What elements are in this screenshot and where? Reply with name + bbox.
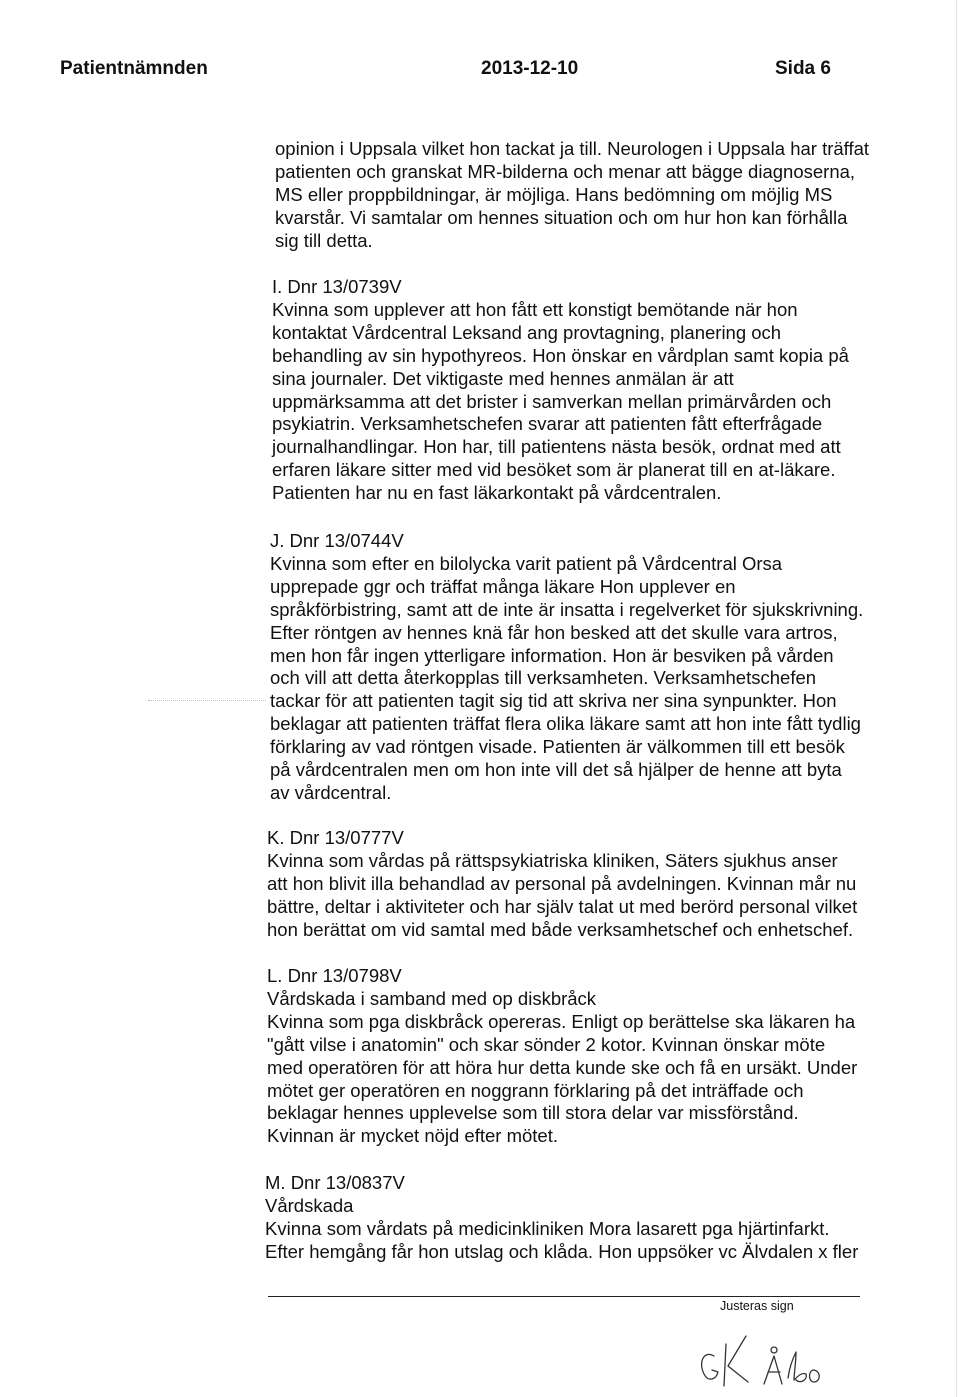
text-line: Patienten har nu en fast läkarkontakt på vårdcentralen. <box>272 482 722 504</box>
text-line: journalhandlingar. Hon har, till patientens nästa besök, ordnat med att <box>272 436 841 458</box>
text-line: patienten och granskat MR-bilderna och menar att bägge diagnoserna, <box>275 160 856 182</box>
text-line: Kvinna som vårdas på rättspsykiatriska kliniken, Säters sjukhus anser <box>267 849 838 871</box>
text-line: beklagar att patienten träffat flera olika läkare samt att hon inte fått tydlig <box>270 713 861 735</box>
text-line: av vårdcentral. <box>270 781 392 803</box>
text-line: kvarstår. Vi samtalar om hennes situation och om hur hon kan förhålla <box>275 206 848 228</box>
text-line: sig till detta. <box>275 229 373 251</box>
footer-rule <box>268 1296 860 1297</box>
text-line: sina journaler. Det viktigaste med hennes anmälan är att <box>272 367 734 389</box>
text-line: beklagar hennes upplevelse som till stora delar var missförstånd. <box>267 1102 799 1124</box>
header-page-number: Sida 6 <box>775 58 831 79</box>
text-line: men hon får ingen ytterligare information. Hon är besviken på vården <box>270 644 834 666</box>
scan-artifact-line <box>148 700 266 701</box>
text-line: erfaren läkare sitter med vid besöket som är planerat till en at-läkare. <box>272 459 836 481</box>
text-line: K. Dnr 13/0777V <box>267 827 404 848</box>
scan-margin-line <box>956 0 957 1397</box>
text-line: upprepade ggr och träffat många läkare Hon upplever en <box>270 575 736 597</box>
text-line: "gått vilse i anatomin" och skar sönder 2 kotor. Kvinnan önskar möte <box>267 1033 826 1055</box>
text-line: med operatören för att höra hur detta kunde ske och få en ursäkt. Under <box>267 1056 858 1078</box>
text-line: och vill att detta återkopplas till verksamheten. Verksamhetschefen <box>270 667 817 689</box>
text-line: psykiatrin. Verksamhetschefen svarar att patienten fått efterfrågade <box>272 413 823 435</box>
text-line: tackar för att patienten tagit sig tid att skriva ner sina synpunkter. Hon <box>270 690 837 712</box>
text-line: mötet ger operatören en noggrann förklaring på det inträffade och <box>267 1079 804 1101</box>
text-line: L. Dnr 13/0798V <box>267 965 402 986</box>
text-line: att hon blivit illa behandlad av personal på avdelningen. Kvinnan mår nu <box>267 872 857 894</box>
text-line: språkförbistring, samt att de inte är insatta i regelverket för sjukskrivning. <box>270 598 864 620</box>
paragraph-continuation <box>275 138 869 253</box>
text-line: Efter röntgen av hennes knä får hon besked att det skulle vara artros, <box>270 621 838 643</box>
case-j <box>270 530 863 805</box>
text-line: behandling av sin hypothyreos. Hon önskar en vårdplan samt kopia på <box>272 344 849 366</box>
text-line: opinion i Uppsala vilket hon tackat ja till. Neurologen i Uppsala har träffat <box>275 138 870 159</box>
text-line: MS eller proppbildningar, är möjliga. Hans bedömning om möjlig MS <box>275 183 833 205</box>
text-line: J. Dnr 13/0744V <box>270 530 404 551</box>
text-line: Kvinna som efter en bilolycka varit patient på Vårdcentral Orsa <box>270 552 783 574</box>
case-l <box>267 965 857 1148</box>
text-line: Vårdskada <box>265 1194 354 1216</box>
text-line: förklaring av vad röntgen visade. Patienten är välkommen till ett besök <box>270 736 845 758</box>
header-date: 2013-12-10 <box>481 58 579 79</box>
case-k <box>267 827 857 942</box>
text-line: Kvinna som vårdats på medicinkliniken Mora lasarett pga hjärtinfarkt. <box>265 1217 830 1239</box>
text-line: Efter hemgång får hon utslag och klåda. Hon uppsöker vc Älvdalen x fler <box>265 1240 859 1262</box>
case-m <box>265 1172 858 1264</box>
text-line: Kvinna som upplever att hon fått ett konstigt bemötande när hon <box>272 298 798 320</box>
handwritten-signature <box>690 1316 840 1392</box>
text-line: Kvinnan är mycket nöjd efter mötet. <box>267 1125 558 1147</box>
text-line: på vårdcentralen men om hon inte vill det så hjälper de henne att byta <box>270 759 842 781</box>
text-line: Vårdskada i samband med op diskbråck <box>267 987 597 1009</box>
text-line: Kvinna som pga diskbråck opereras. Enligt op berättelse ska läkaren ha <box>267 1010 856 1032</box>
header-organization: Patientnämnden <box>60 58 208 79</box>
text-line: bättre, deltar i aktiviteter och har själv talat ut med berörd personal vilket <box>267 895 858 917</box>
text-line: kontaktat Vårdcentral Leksand ang provtagning, planering och <box>272 321 782 343</box>
case-i <box>272 276 849 505</box>
text-line: hon berättat om vid samtal med både verksamhetschef och enhetschef. <box>267 918 854 940</box>
sign-label: Justeras sign <box>720 1299 794 1313</box>
text-line: uppmärksamma att det brister i samverkan mellan primärvården och <box>272 390 832 412</box>
text-line: I. Dnr 13/0739V <box>272 276 402 297</box>
text-line: M. Dnr 13/0837V <box>265 1172 405 1193</box>
